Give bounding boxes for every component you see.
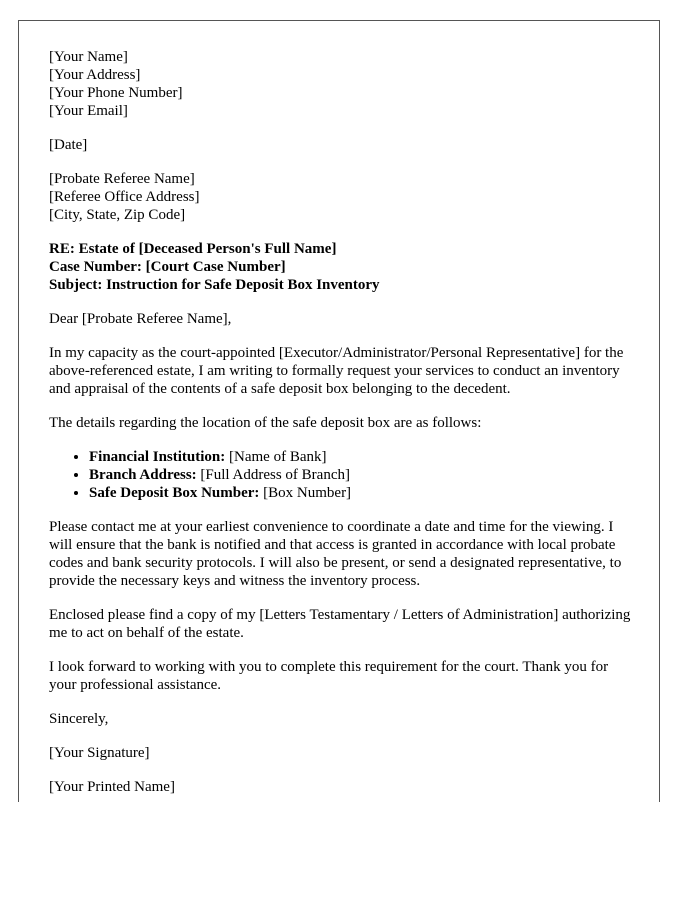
reference-case-number: Case Number: [Court Case Number] [49,259,286,275]
detail-value: [Box Number] [259,485,352,501]
list-item [89,484,639,502]
valediction: Sincerely, [49,711,109,727]
reference-subject: Subject: Instruction for Safe Deposit Box Inventory [49,277,380,293]
reference-block [49,240,639,294]
detail-value: [Name of Bank] [225,449,327,465]
intro-paragraph: In my capacity as the court-appointed [Executor/Administrator/Personal Representative] for the above-referenced estate, I am writing to formally request your services to conduct an inventory and appraisal of the contents of a safe deposit box belonging to the decedent. [49,345,624,397]
recipient-city-state-zip: [City, State, Zip Code] [49,207,186,223]
enclosed-paragraph: Enclosed please find a copy of my [Letters Testamentary / Letters of Administration] authorizing me to act on behalf of the estate. [49,607,631,641]
letter-page [18,20,660,802]
sender-phone: [Your Phone Number] [49,85,183,101]
reference-re: RE: Estate of [Deceased Person's Full Name] [49,241,337,257]
details-intro-paragraph: The details regarding the location of the safe deposit box are as follows: [49,415,482,431]
sender-address: [Your Address] [49,67,141,83]
recipient-block [49,170,639,224]
sender-name: [Your Name] [49,49,128,65]
printed-name: [Your Printed Name] [49,779,175,795]
list-item [89,466,639,484]
signature-placeholder: [Your Signature] [49,745,150,761]
recipient-office-address: [Referee Office Address] [49,189,200,205]
sender-email: [Your Email] [49,103,128,119]
recipient-name: [Probate Referee Name] [49,171,195,187]
closing-paragraph: I look forward to working with you to complete this requirement for the court. Thank you for your professional assistance. [49,659,609,693]
letter-date: [Date] [49,137,88,153]
sender-block [49,48,639,120]
detail-label: Financial Institution: [89,449,226,465]
contact-paragraph: Please contact me at your earliest convenience to coordinate a date and time for the viewing. I will ensure that the bank is notified and that access is granted in accordance with local probate codes and bank security protocols. I will also be present, or send a designated representative, to provide the necessary keys and witness the inventory process. [49,519,622,589]
detail-label: Safe Deposit Box Number: [89,485,260,501]
detail-label: Branch Address: [89,467,197,483]
details-list [49,448,639,502]
letter-body [49,48,639,802]
salutation: Dear [Probate Referee Name], [49,311,232,327]
list-item [89,448,639,466]
date-block [49,136,639,154]
detail-value: [Full Address of Branch] [196,467,350,483]
